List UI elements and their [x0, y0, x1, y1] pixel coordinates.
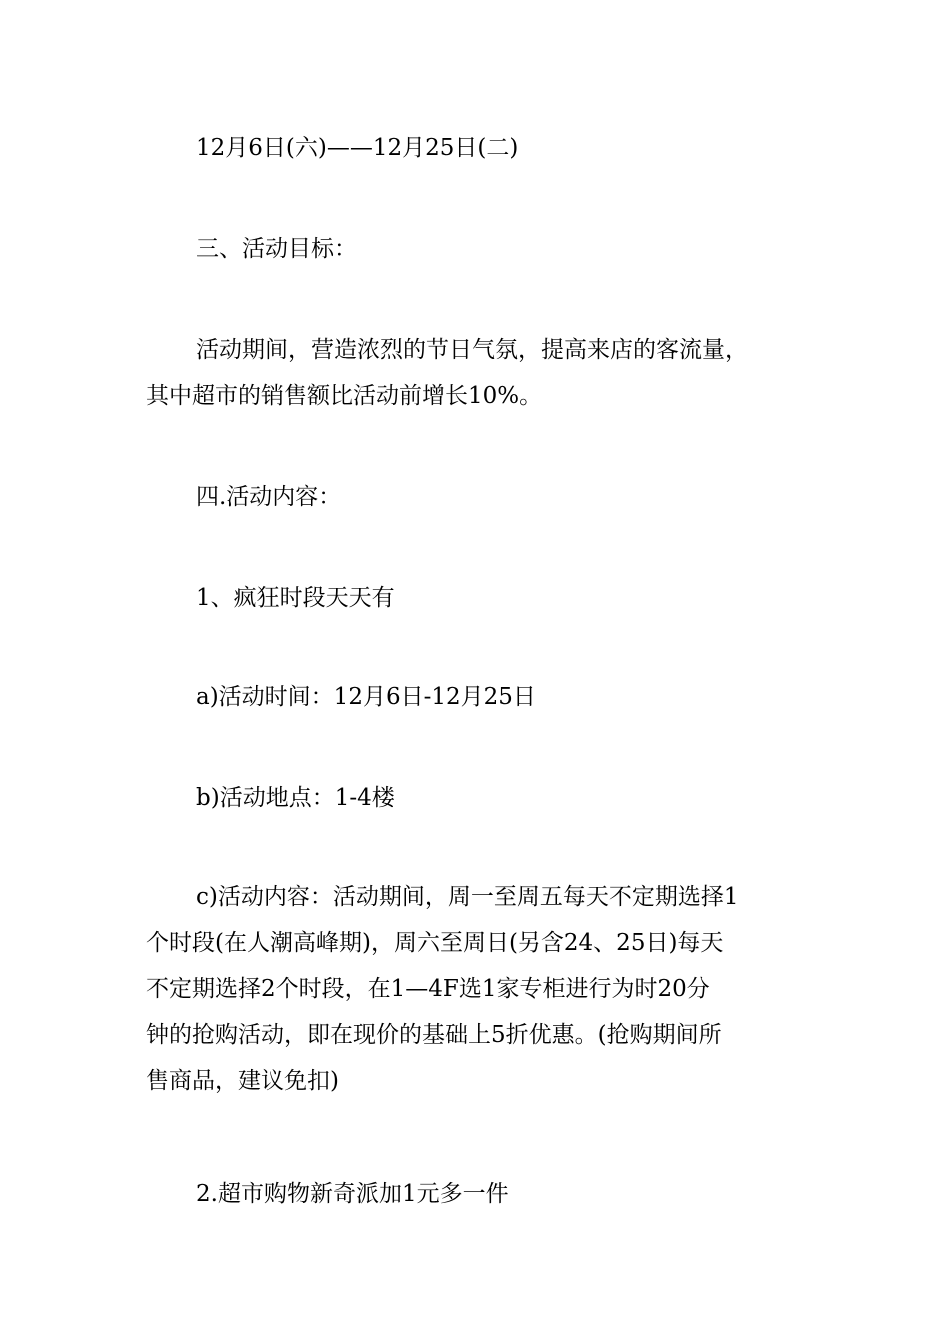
section-4-heading [146, 474, 886, 520]
section-3-heading [146, 226, 886, 272]
item-1-location [146, 775, 886, 821]
date-range [146, 125, 886, 171]
section-3-body [146, 327, 836, 419]
item-1-time-text: a)活动时间：12月6日-12月25日 [196, 684, 536, 710]
section-4-heading-text: 四.活动内容： [196, 484, 342, 510]
item-1-content-line: 钟的抢购活动，即在现价的基础上5折优惠。(抢购期间所 [146, 1022, 722, 1048]
item-1-content-line: c)活动内容：活动期间，周一至周五每天不定期选择1 [196, 884, 739, 910]
section-3-body-line: 活动期间，营造浓烈的节日气氛，提高来店的客流量， [196, 337, 748, 363]
date-range-text: 12月6日(六)——12月25日(二) [196, 135, 519, 161]
item-1-time [146, 674, 886, 720]
section-3-heading-text: 三、活动目标： [196, 236, 357, 262]
item-1-content-line: 不定期选择2个时段，在1—4F选1家专柜进行为时20分 [146, 976, 710, 1002]
item-1-location-text: b)活动地点：1-4楼 [196, 785, 395, 811]
item-2-heading [146, 1171, 886, 1217]
item-1-content-line: 个时段(在人潮高峰期)，周六至周日(另含24、25日)每天 [146, 930, 724, 956]
item-1-heading-text: 1、疯狂时段天天有 [196, 585, 395, 611]
item-1-heading [146, 575, 886, 621]
section-3-body-line: 其中超市的销售额比活动前增长10%。 [146, 383, 543, 409]
item-2-heading-text: 2.超市购物新奇派加1元多一件 [196, 1181, 509, 1207]
item-1-content [146, 874, 836, 1104]
item-1-content-line: 售商品，建议免扣) [146, 1068, 339, 1094]
